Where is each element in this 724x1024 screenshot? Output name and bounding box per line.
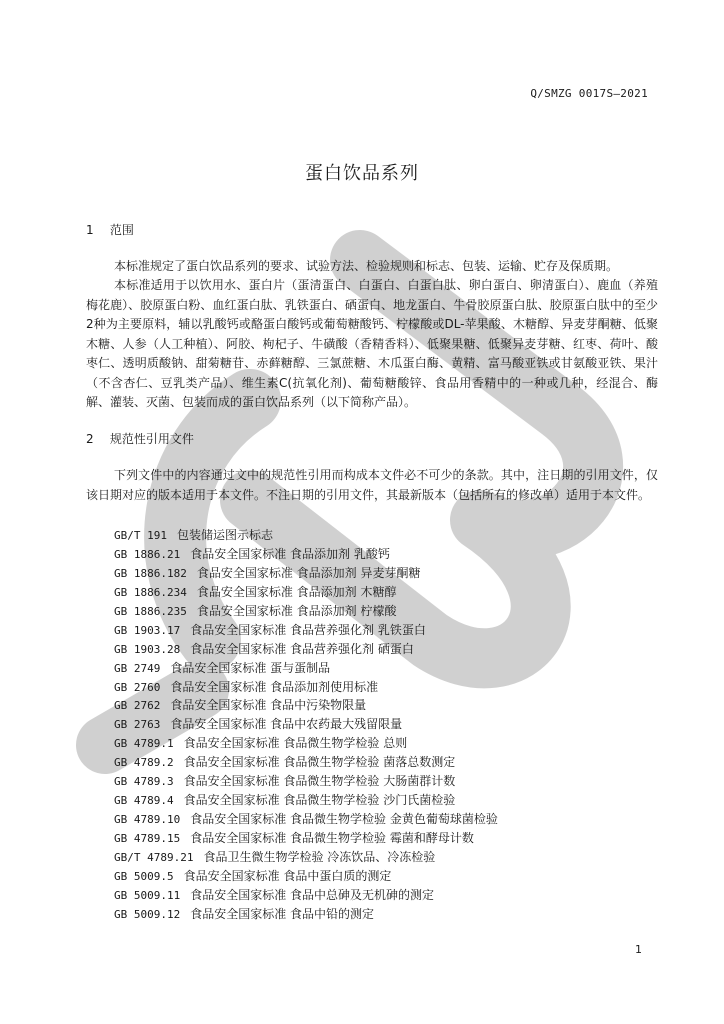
reference-item xyxy=(114,829,498,848)
reference-title: 食品安全国家标准 食品营养强化剂 硒蛋白 xyxy=(190,641,414,656)
page-title: 蛋白饮品系列 xyxy=(305,163,419,184)
reference-item xyxy=(114,772,498,791)
reference-code: GB 1903.17 xyxy=(114,623,181,637)
reference-code: GB/T 191 xyxy=(114,529,167,542)
section-2-heading xyxy=(86,430,194,447)
reference-title: 食品安全国家标准 食品中蛋白质的测定 xyxy=(183,868,392,883)
reference-title: 食品安全国家标准 食品中总砷及无机砷的测定 xyxy=(190,887,435,902)
reference-item xyxy=(114,621,498,640)
reference-title: 食品安全国家标准 食品添加剂使用标准 xyxy=(170,679,379,694)
reference-code: GB 2760 xyxy=(114,680,161,694)
section-1-heading xyxy=(86,221,134,238)
reference-item xyxy=(114,678,498,697)
reference-item xyxy=(114,810,498,829)
page-number: 1 xyxy=(635,943,642,956)
reference-title: 食品安全国家标准 蛋与蛋制品 xyxy=(170,660,331,675)
reference-item xyxy=(114,886,498,905)
reference-code: GB 4789.3 xyxy=(114,775,174,789)
reference-item xyxy=(114,526,498,545)
reference-title: 食品安全国家标准 食品添加剂 异麦芽酮糖 xyxy=(196,565,421,580)
reference-code: GB 4789.4 xyxy=(114,794,174,808)
reference-code: GB 5009.11 xyxy=(114,888,181,902)
scope-paragraph-2: 本标准适用于以饮用水、蛋白片（蛋清蛋白、白蛋白、白蛋白肽、卵白蛋白、卵清蛋白）、鹿血（养殖梅花鹿）、胶原蛋白粉、血红蛋白肽、乳铁蛋白、硒蛋白、地龙蛋白、牛骨胶原蛋白肽、胶原蛋白肽中的至少2种为主要原料，辅以乳酸钙或酪蛋白酸钙或葡萄糖酸钙、柠檬酸或DL-苹果酸、木糖醇、异麦芽酮糖、低聚木糖、人参（人工种植）、阿胶、枸杞子、牛磺酸（香精香料）、低聚果糖、低聚异麦芽糖、红枣、荷叶、酸枣仁、透明质酸钠、甜菊糖苷、赤藓糖醇、三氯蔗糖、木瓜蛋白酶、黄精、富马酸亚铁或甘氨酸亚铁、果汁（不含杏仁、豆乳类产品）、维生素C(抗氧化剂)、葡萄糖酸锌、食品用香精中的一种或几种，经混合、酶解、灌装、灭菌、包装而成的蛋白饮品系列（以下简称产品）。 xyxy=(86,278,658,409)
reference-code: GB 2763 xyxy=(114,718,161,732)
reference-item xyxy=(114,659,498,678)
reference-title: 食品安全国家标准 食品微生物学检验 菌落总数测定 xyxy=(183,755,456,770)
reference-title: 食品卫生微生物学检验 冷冻饮品、冷冻检验 xyxy=(203,849,436,864)
section-1-title: 范围 xyxy=(109,223,134,237)
reference-code: GB 5009.12 xyxy=(114,907,181,921)
document-code: Q/SMZG 0017S—2021 xyxy=(530,87,648,100)
reference-code: GB 4789.15 xyxy=(114,832,181,845)
reference-item xyxy=(114,602,498,621)
reference-title: 食品安全国家标准 食品中污染物限量 xyxy=(170,698,367,713)
reference-item xyxy=(114,848,498,867)
reference-title: 食品安全国家标准 食品中农药最大残留限量 xyxy=(170,717,403,732)
section-1-number: 1 xyxy=(86,223,94,237)
reference-code: GB/T 4789.21 xyxy=(114,850,194,864)
reference-code: GB 4789.2 xyxy=(114,756,174,770)
reference-code: GB 2749 xyxy=(114,661,161,675)
reference-code: GB 4789.1 xyxy=(114,737,174,751)
reference-item xyxy=(114,583,498,602)
reference-item xyxy=(114,867,498,886)
reference-item xyxy=(114,791,498,810)
reference-item xyxy=(114,545,498,564)
reference-title: 食品安全国家标准 食品添加剂 木糖醇 xyxy=(196,584,397,599)
reference-item xyxy=(114,696,498,715)
section-2-title: 规范性引用文件 xyxy=(109,432,194,446)
reference-item xyxy=(114,640,498,659)
reference-title: 食品安全国家标准 食品中铅的测定 xyxy=(190,906,375,921)
reference-code: GB 4789.10 xyxy=(114,813,181,827)
reference-title: 食品安全国家标准 食品添加剂 乳酸钙 xyxy=(190,546,390,561)
reference-title: 食品安全国家标准 食品微生物学检验 霉菌和酵母计数 xyxy=(190,831,474,845)
references-intro-paragraph: 下列文件中的内容通过文中的规范性引用而构成本文件必不可少的条款。其中，注日期的引用文件，仅该日期对应的版本适用于本文件。不注日期的引用文件，其最新版本（包括所有的修改单）适用于本文件。 xyxy=(86,468,658,502)
reference-code: GB 1903.28 xyxy=(114,642,181,656)
reference-title: 包装储运图示标志 xyxy=(176,528,273,542)
reference-code: GB 2762 xyxy=(114,699,161,713)
reference-title: 食品安全国家标准 食品微生物学检验 沙门氏菌检验 xyxy=(183,793,456,808)
reference-title: 食品安全国家标准 食品营养强化剂 乳铁蛋白 xyxy=(190,622,426,637)
reference-code: GB 5009.5 xyxy=(114,869,174,883)
reference-code: GB 1886.234 xyxy=(114,585,187,599)
reference-item xyxy=(114,715,498,734)
reference-item xyxy=(114,753,498,772)
reference-title: 食品安全国家标准 食品微生物学检验 总则 xyxy=(183,736,408,751)
reference-code: GB 1886.235 xyxy=(114,604,187,618)
reference-title: 食品安全国家标准 食品添加剂 柠檬酸 xyxy=(196,603,397,618)
normative-references-list xyxy=(114,526,498,924)
reference-item xyxy=(114,905,498,924)
scope-paragraph-1: 本标准规定了蛋白饮品系列的要求、试验方法、检验规则和标志、包装、运输、贮存及保质期。 xyxy=(114,259,619,273)
reference-title: 食品安全国家标准 食品微生物学检验 大肠菌群计数 xyxy=(183,774,456,789)
reference-item xyxy=(114,734,498,753)
reference-code: GB 1886.182 xyxy=(114,566,187,580)
section-2-number: 2 xyxy=(86,432,94,446)
reference-title: 食品安全国家标准 食品微生物学检验 金黄色葡萄球菌检验 xyxy=(190,812,498,827)
reference-item xyxy=(114,564,498,583)
reference-code: GB 1886.21 xyxy=(114,547,181,561)
